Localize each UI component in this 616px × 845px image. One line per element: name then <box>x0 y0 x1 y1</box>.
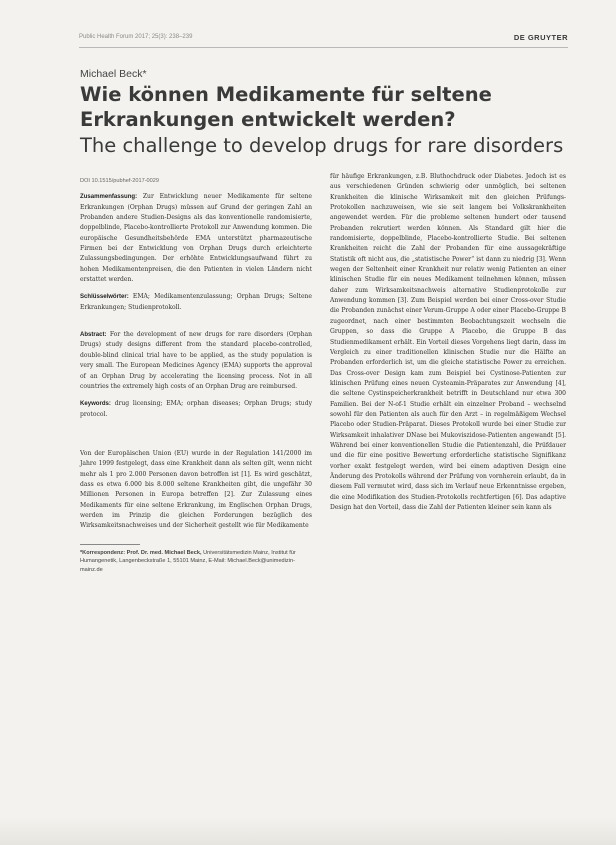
abstract-english-lead: Abstract: <box>80 332 107 339</box>
keywords-english-text: drug licensing; EMA; orphan diseases; Orphan Drugs; study protocol. <box>80 400 312 418</box>
body-text-right: für häufige Erkrankungen, z.B. Bluthochdruck oder Diabetes. Jedoch ist es aus verschiedenen Gründen schwierig oder unmöglich, bei seltenen Krankheiten die klinische Wirksamkeit mit den gleichen Prüfungs-Protokollen nachzuweisen, wie sie seit langem bei Volkskrankheiten angewendet werden. Für die probleme seltenen hundert oder tausend Probanden rekrutiert werden können. Als Standard gilt hier die randomisierte, doppelblinde, Placebo-kontrollierte Studie. Bei seltenen Krankheiten reicht die Zahl der Probanden für eine aussagekräftige Statistik oft nicht aus, die „statistische Power“ ist dann zu niedrig [3]. Wenn wegen der Seltenheit einer Krankheit nur relativ wenig Patienten an einer klinischen Studie für ein neues Medikament teilnehmen können, müssen daher zum Wirksamkeitsnachweis alternative Studienprotokolle zur Anwendung kommen [3]. Zum Beispiel werden bei einer Cross-over Studie die Probanden zunächst einer Verum-Gruppe A oder einer Placebo-Gruppe B zugeordnet, nach einer bestimmten Beobachtungszeit wechseln die Gruppen, so dass die Gruppe A Placebo, die Gruppe B das Studienmedikament erhält. Ein Vorteil dieses Vorgehens liegt darin, dass im Vergleich zu einer traditionellen klinischen Studie nur die Hälfte an Probanden erforderlich ist, um die gleiche statistische Power zu erreichen. Das Cross-over Design kam zum Beispiel bei Cystinose-Patienten zur klinischen Prüfung eines neuen Cysteamin-Präparates zur Anwendung [4], die seltene Cystinspeicherkrankheit betrifft in Deutschland nur etwa 300 Familien. Bei der N-of-1 Studie erhält ein einzelner Proband – wechselnd sowohl für den Patienten als auch für den Arzt – in regelmäßigem Wechsel Placebo oder Studien-Präparat. Dieses Protokoll wurde bei einer Studie zur Wirksamkeit inhalativer DNase bei Mukoviszidose-Patienten angewandt [5]. Während bei einer konventionellen Studie die Patientenzahl, die Prüfdauer und die für eine positive Bewertung erforderliche statistische Signifikanz vorher exakt festgelegt werden, wird bei einem adaptiven Design eine Änderung des Protokolls während der Prüfung von vornherein erlaubt, da in diesem Fall vermutet wird, dass sich im Verlauf neue Erkenntnisse ergeben, die eine Modifikation des Studien-Protokolls rechtfertigen [6]. Das adaptive Design hat den Vorteil, dass die Zahl der Patienten kleiner sein kann als <box>330 173 566 511</box>
keywords-english-lead: Keywords: <box>80 401 111 408</box>
footnote-text: Universitätsmedizin Mainz, Institut für Humangenetik, Langenbeckstraße 1, 55101 Mainz, E-Mail: Michael.Beck@unimedizin-mainz.de <box>80 549 296 573</box>
doi: DOI 10.1515/pubhef-2017-0029 <box>80 178 159 184</box>
keywords-english <box>80 399 312 420</box>
abstract-english-text: For the development of new drugs for rare disorders (Orphan Drugs) study designs different from the standard placebo-controlled, double-blind clinical trial have to be applied, as the study population is very small. The European Medicines Agency (EMA) supports the approval of an Orphan Drug by accelerating the licensing process. Not in all countries the extremely high costs of an Orphan Drug are reimbursed. <box>80 331 312 390</box>
footnote-divider <box>80 544 140 545</box>
journal-citation: Public Health Forum 2017; 25(3): 238–239 <box>79 34 193 40</box>
correspondence-footnote <box>80 549 312 575</box>
keywords-german-text: EMA; Medikamentenzulassung; Orphan Drugs; Seltene Erkrankungen; Studienprotokoll. <box>80 293 312 311</box>
abstract-german <box>80 192 312 285</box>
title-german: Wie können Medikamente für seltene Erkrankungen entwickelt werden? <box>80 83 492 131</box>
footnote-lead: *Korrespondenz: Prof. Dr. med. Michael Beck, <box>80 549 202 556</box>
keywords-german-lead: Schlüsselwörter: <box>80 294 129 301</box>
author-name: Michael Beck* <box>80 68 147 80</box>
publisher-logo: DE GRUYTER <box>513 33 568 42</box>
body-text-left: Von der Europäischen Union (EU) wurde in der Regulation 141/2000 im Jahre 1999 festgelegt, dass eine Krankheit dann als selten gilt, wenn nicht mehr als 1 pro 2.000 Personen davon betroffen ist [1]. Es wird geschätzt, dass es etwa 6.000 bis 8.000 seltene Krankheiten gibt, die ungefähr 30 Millionen Personen in Europa betreffen [2]. Zur Zulassung eines Medikaments für eine seltene Erkrankung, im Englischen Orphan Drugs, werden im Prinzip die gleichen Forderungen bezüglich des Wirksamkeitsnachweises und der Sicherheit gestellt wie für Medikamente <box>80 449 312 530</box>
title-english: The challenge to develop drugs for rare disorders <box>80 134 564 157</box>
abstract-german-text: Zur Entwicklung neuer Medikamente für seltene Erkrankungen (Orphan Drugs) müssen auf Grund der geringen Zahl an Probanden andere Studien-Designs als das konventionelle randomisierte, doppelblinde, Placebo-kontrollierte Protokoll zur Anwendung kommen. Die europäische Gesundheitsbehörde EMA unterstützt pharmazeutische Firmen bei der Entwicklung von Orphan Drugs durch erleichterte Zulassungsbedingungen. Der erhöhte Entwicklungsaufwand führt zu hohen Medikamentenpreisen, die den Patienten in vielen Ländern nicht erstattet werden. <box>80 193 312 284</box>
abstract-english <box>80 330 312 392</box>
running-header <box>79 33 568 48</box>
right-column <box>330 172 566 832</box>
scan-edge-shadow <box>0 817 616 845</box>
left-column <box>80 176 312 786</box>
keywords-german <box>80 292 312 313</box>
abstract-german-lead: Zusammenfassung: <box>80 194 138 201</box>
